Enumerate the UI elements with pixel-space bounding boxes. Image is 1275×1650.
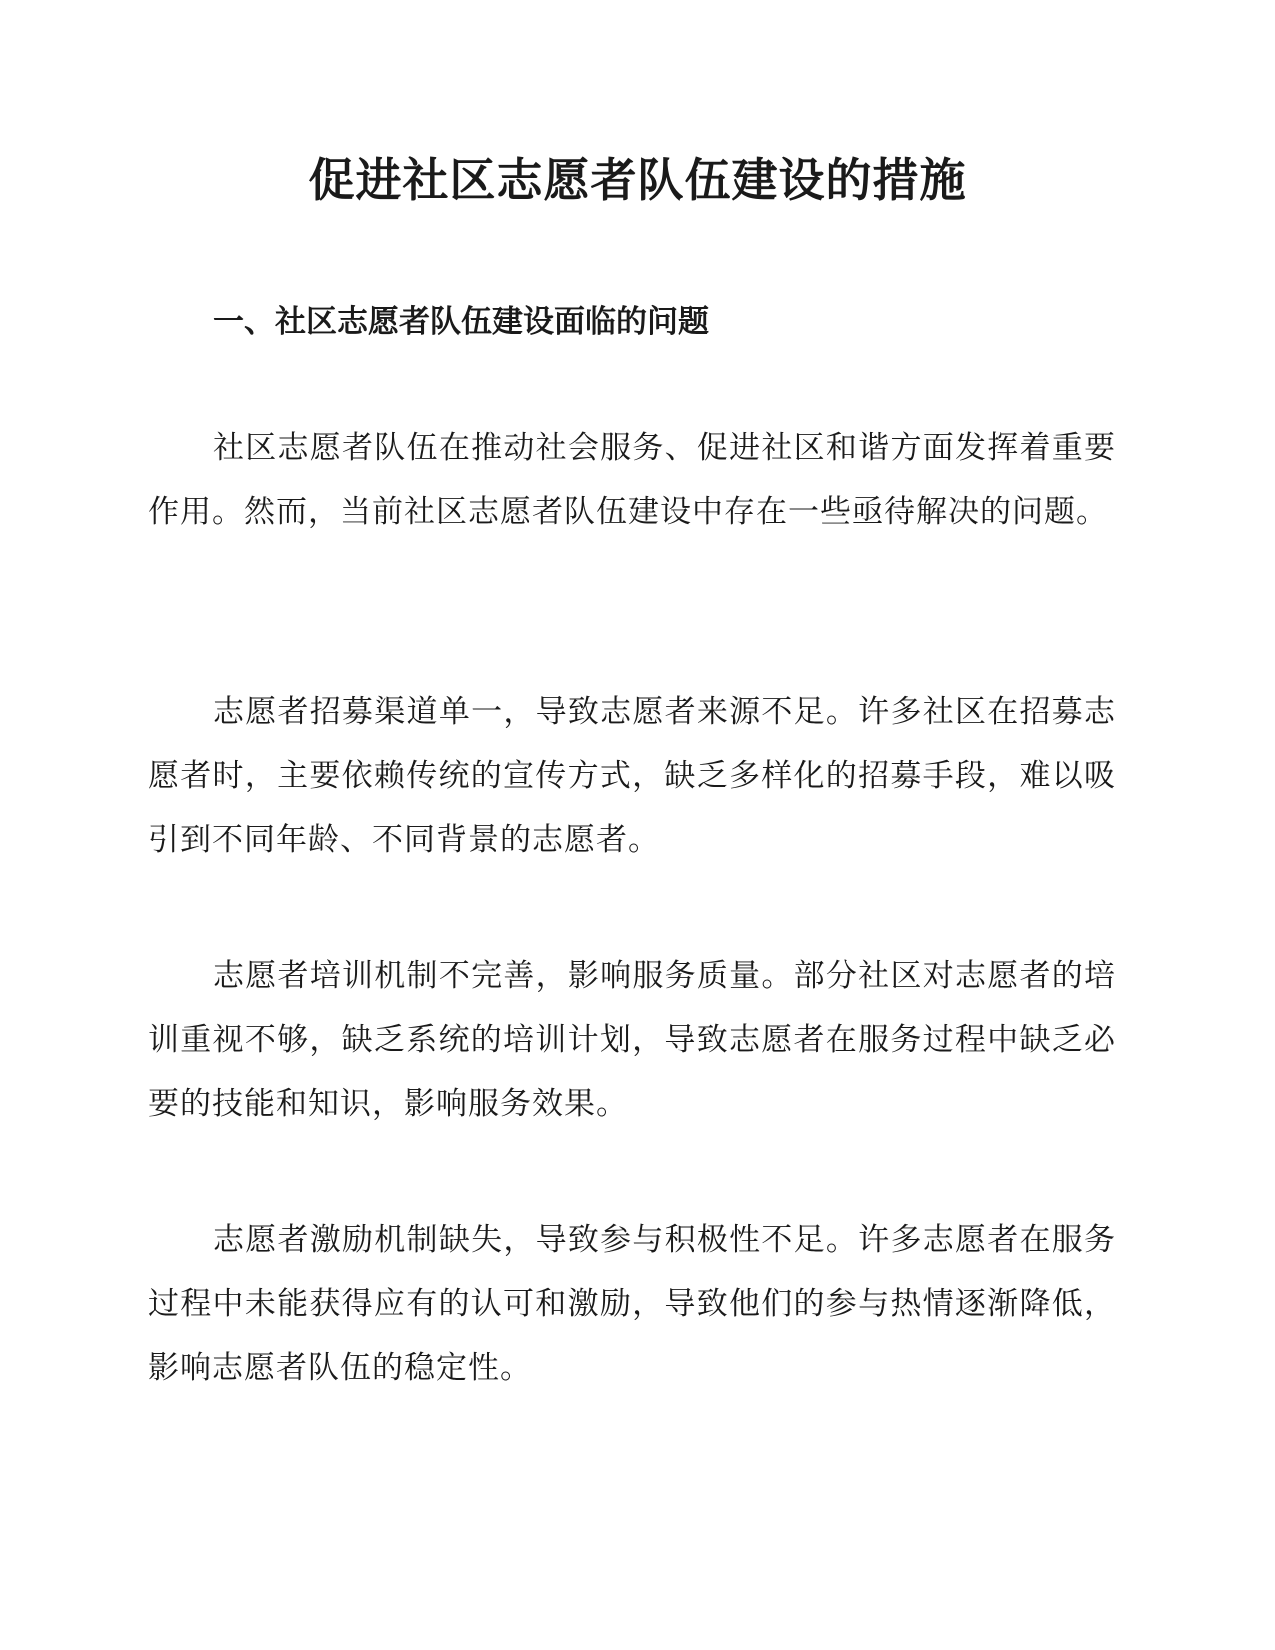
paragraph-incentive: 志愿者激励机制缺失，导致参与积极性不足。许多志愿者在服务过程中未能获得应有的认可和激励，导致他们的参与热情逐渐降低，影响志愿者队伍的稳定性。 xyxy=(148,1222,1116,1386)
paragraph-training: 志愿者培训机制不完善，影响服务质量。部分社区对志愿者的培训重视不够，缺乏系统的培训计划，导致志愿者在服务过程中缺乏必要的技能和知识，影响服务效果。 xyxy=(148,958,1116,1122)
paragraph-intro: 社区志愿者队伍在推动社会服务、促进社区和谐方面发挥着重要作用。然而，当前社区志愿者队伍建设中存在一些亟待解决的问题。 xyxy=(148,430,1116,530)
section-heading: 一、社区志愿者队伍建设面临的问题 xyxy=(213,304,709,340)
paragraph-recruitment: 志愿者招募渠道单一，导致志愿者来源不足。许多社区在招募志愿者时，主要依赖传统的宣传方式，缺乏多样化的招募手段，难以吸引到不同年龄、不同背景的志愿者。 xyxy=(148,694,1116,858)
document-title: 促进社区志愿者队伍建设的措施 xyxy=(308,153,967,207)
